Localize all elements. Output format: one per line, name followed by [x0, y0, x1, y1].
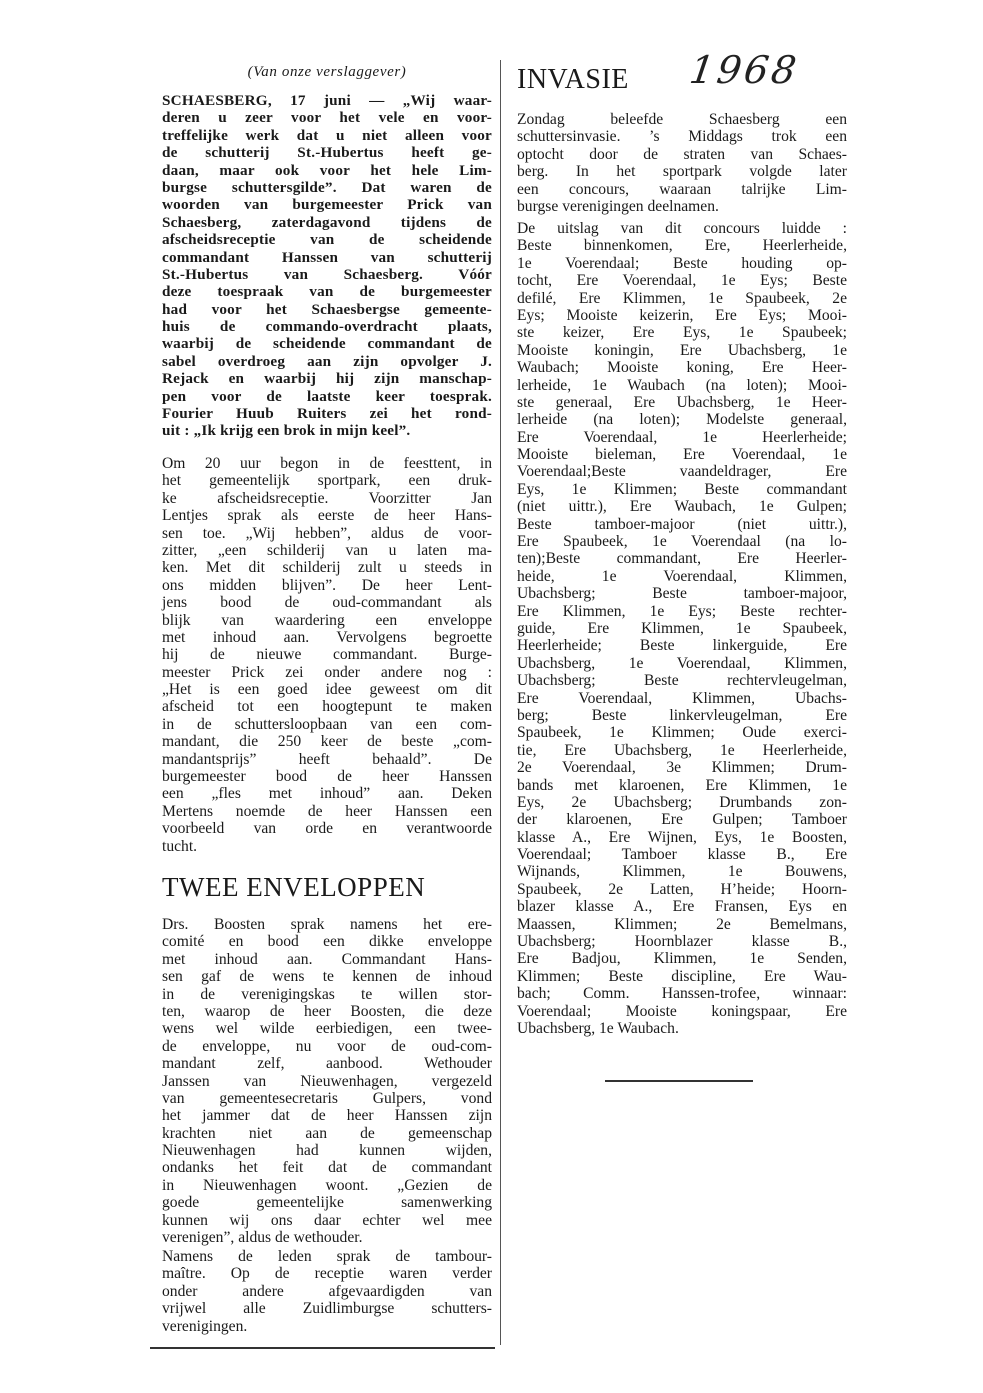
- text-line: van gemeentesecretaris Gulpers, vond: [162, 1089, 492, 1107]
- text-line: Nieuwenhagen had kunnen wijden,: [162, 1142, 492, 1160]
- text-line: ken. Met dit schilderij zult u steeds in: [162, 559, 492, 577]
- text-line: burgemeester bood de heer Hanssen: [162, 768, 492, 786]
- text-line: blijk van waardering een enveloppe: [162, 611, 492, 629]
- text-line: heide, 1e Voerendaal, Klimmen,: [517, 567, 847, 585]
- text-line: onder andere afgevaardigden van: [162, 1282, 492, 1300]
- text-line: blazer klasse A., Ere Fransen, Eys en: [517, 898, 847, 916]
- text-line: berg. In het sportpark volgde later: [517, 163, 847, 181]
- text-line: treffelijke werk dat u niet alleen voor: [162, 126, 492, 144]
- handwritten-year: 1968: [686, 48, 802, 92]
- text-line: huis de commando-overdracht plaats,: [162, 318, 492, 336]
- heading-invasie: INVASIE: [517, 64, 629, 95]
- text-line: in de schuttersloopbaan van een com-: [162, 715, 492, 733]
- text-line: het gemeentelijk sportpark, een druk-: [162, 472, 492, 490]
- text-line: bach; Comm. Hanssen-trofee, winnaar:: [517, 985, 847, 1003]
- text-line: ste generaal, Ere Ubachsberg, 1e Heer-: [517, 393, 847, 411]
- text-line: tucht.: [162, 837, 198, 855]
- paragraph-reception: [162, 455, 492, 855]
- text-line: maître. Op de receptie waren verder: [162, 1265, 492, 1283]
- text-line: Om 20 uur begon in de feesttent, in: [162, 455, 492, 472]
- text-line: Ubachsberg, 1e Waubach.: [517, 1019, 679, 1037]
- text-line: de schutterij St.-Hubertus heeft ge-: [162, 144, 492, 162]
- text-line: pen voor de laatste keer toesprak.: [162, 387, 492, 405]
- text-line: een concours, waaraan talrijke Lim-: [517, 180, 847, 198]
- text-line: sen gaf de wens te kennen de inhoud: [162, 968, 492, 986]
- text-line: verenigingen.: [162, 1317, 248, 1335]
- text-line: met inhoud aan. Commandant Hans-: [162, 950, 492, 968]
- text-line: Spaubeek, 1e Klimmen; Oude exerci-: [517, 724, 847, 742]
- text-line: tie, Ere Ubachsberg, 1e Heerlerheide,: [517, 741, 847, 759]
- text-line: Spaubeek, 2e Latten, H’heide; Hoorn-: [517, 880, 847, 898]
- text-line: vrijwel alle Zuidlimburgse schutters-: [162, 1300, 492, 1318]
- byline: (Van onze verslaggever): [247, 64, 407, 80]
- text-line: mandant, die 250 keer de beste „com-: [162, 733, 492, 751]
- text-line: Zondag beleefde Schaesberg een: [517, 111, 847, 128]
- text-line: Heerlerheide; Beste linkerguide, Ere: [517, 637, 847, 655]
- text-line: jens bood de oud-commandant als: [162, 594, 492, 612]
- text-line: defilé, Ere Klimmen, 1e Spaubeek, 2e: [517, 289, 847, 307]
- text-line: in de verenigingskas te willen stor-: [162, 985, 492, 1003]
- text-line: Rejack en waarbij hij zijn manschap-: [162, 370, 492, 388]
- left-column: [162, 56, 492, 1346]
- column-divider: [500, 60, 501, 1345]
- text-line: ten, waarop de heer Boosten, die deze: [162, 1002, 492, 1020]
- text-line: burgse schuttersgilde”. Dat waren de: [162, 178, 492, 196]
- text-line: Voerendaal; Tamboer klasse B., Ere: [517, 846, 847, 864]
- text-line: (niet uittr.), Ere Waubach, 1e Gulpen;: [517, 498, 847, 516]
- intro-paragraph: [162, 92, 492, 440]
- end-rule-right: [605, 1080, 753, 1082]
- text-line: goede gemeentelijke samenwerking: [162, 1194, 492, 1212]
- text-line: Mertens noemde de heer Hanssen een: [162, 802, 492, 820]
- paragraph-closing: [162, 1248, 492, 1335]
- text-line: waarbij de scheidende commandant de: [162, 335, 492, 353]
- text-line: SCHAESBERG, 17 juni — „Wij waar-: [162, 92, 492, 109]
- text-line: Ere Voerendaal, 1e Heerlerheide;: [517, 428, 847, 446]
- text-line: deze toespraak van de burgemeester: [162, 283, 492, 301]
- text-line: in Nieuwenhagen woont. „Gezien de: [162, 1176, 492, 1194]
- text-line: de enveloppe, nu voor de oud-com-: [162, 1037, 492, 1055]
- text-line: Namens de leden sprak de tambour-: [162, 1248, 492, 1265]
- text-line: optocht door de straten van Schaes-: [517, 145, 847, 163]
- text-line: lerheide (na loten); Modelste generaal,: [517, 411, 847, 429]
- text-line: Maassen, Klimmen; 2e Bemelmans,: [517, 915, 847, 933]
- text-line: sabel overdroeg aan zijn opvolger J.: [162, 352, 492, 370]
- text-line: Ere Voerendaal, Klimmen, Ubachs-: [517, 689, 847, 707]
- text-line: ondanks het feit dat de commandant: [162, 1159, 492, 1177]
- text-line: Voerendaal; Mooiste koningspaar, Ere: [517, 1002, 847, 1020]
- heading-twee-enveloppen: TWEE ENVELOPPEN: [162, 872, 426, 902]
- text-line: De uitslag van dit concours luidde :: [517, 220, 847, 237]
- text-line: afscheid tot een hoogtepunt te maken: [162, 698, 492, 716]
- text-line: ten);Beste commandant, Ere Heerler-: [517, 550, 847, 568]
- text-line: Lentjes sprak als eerste de heer Hans-: [162, 507, 492, 525]
- text-line: der klaroenen, Ere Gulpen; Tamboer: [517, 811, 847, 829]
- text-line: mandantsprijs” heeft behaald”. De: [162, 750, 492, 768]
- text-line: een „fles met inhoud” aan. Deken: [162, 785, 492, 803]
- paragraph-results: [517, 220, 847, 1037]
- text-line: lerheide, 1e Waubach (na loten); Mooi-: [517, 376, 847, 394]
- text-line: schuttersinvasie. ’s Middags trok een: [517, 128, 847, 146]
- text-line: Ubachsberg; Hoornblazer klasse B.,: [517, 933, 847, 951]
- text-line: voorbeeld van orde en verantwoorde: [162, 820, 492, 838]
- text-line: berg; Beste linkervleugelman, Ere: [517, 706, 847, 724]
- text-line: Voerendaal;Beste vaandeldrager, Ere: [517, 463, 847, 481]
- text-line: ke afscheidsreceptie. Voorzitter Jan: [162, 489, 492, 507]
- text-line: Ubachsberg, 1e Voerendaal, Klimmen,: [517, 654, 847, 672]
- text-line: had voor het Schaesbergse gemeente-: [162, 300, 492, 318]
- text-line: Ere Badjou, Klimmen, 1e Senden,: [517, 950, 847, 968]
- text-line: Klimmen; Beste discipline, Ere Wau-: [517, 967, 847, 985]
- text-line: kunnen wij ons daar echter wel mee: [162, 1211, 492, 1229]
- text-line: uit : „Ik krijg een brok in mijn keel”.: [162, 422, 411, 440]
- text-line: Ubachsberg; Beste rechtervleugelman,: [517, 672, 847, 690]
- text-line: met inhoud aan. Vervolgens begroette: [162, 628, 492, 646]
- text-line: daan, maar ook voor het hele Lim-: [162, 161, 492, 179]
- text-line: mandant zelf, aanbood. Wethouder: [162, 1055, 492, 1073]
- text-line: ons midden blijven”. De heer Lent-: [162, 576, 492, 594]
- text-line: 1e Voerendaal; Beste houding op-: [517, 254, 847, 272]
- text-line: commandant Hanssen van schutterij: [162, 248, 492, 266]
- text-line: St.-Hubertus van Schaesberg. Vóór: [162, 265, 492, 283]
- text-line: Ere Spaubeek, 1e Voerendaal (na lo-: [517, 533, 847, 551]
- text-line: burgse verenigingen deelnamen.: [517, 197, 719, 215]
- text-line: sen toe. „Wij hebben”, aldus de voor-: [162, 524, 492, 542]
- text-line: zitter, „een schilderij van u laten ma-: [162, 541, 492, 559]
- text-line: Janssen van Nieuwenhagen, vergezeld: [162, 1072, 492, 1090]
- text-line: Wijnands, Klimmen, 1e Bouwens,: [517, 863, 847, 881]
- text-line: 2e Voerendaal, 3e Klimmen; Drum-: [517, 759, 847, 777]
- text-line: comité en bood een dikke enveloppe: [162, 933, 492, 951]
- text-line: wens wel wilde eerbiedigen, een twee-: [162, 1020, 492, 1038]
- text-line: Waubach; Mooiste koning, Ere Heer-: [517, 359, 847, 377]
- text-line: Eys; Mooiste keizerin, Ere Eys; Mooi-: [517, 306, 847, 324]
- text-line: bands met klaroenen, Ere Klimmen, 1e: [517, 776, 847, 794]
- paragraph-enveloppen: [162, 916, 492, 1246]
- text-line: Mooiste koningin, Ere Ubachsberg, 1e: [517, 341, 847, 359]
- text-line: Eys, 1e Klimmen; Beste commandant: [517, 480, 847, 498]
- text-line: het jammer dat de heer Hanssen zijn: [162, 1107, 492, 1125]
- text-line: Beste tamboer-majoor (niet uittr.),: [517, 515, 847, 533]
- paragraph-invasie: [517, 111, 847, 215]
- text-line: Ubachsberg; Beste tamboer-majoor,: [517, 585, 847, 603]
- text-line: Drs. Boosten sprak namens het ere-: [162, 916, 492, 933]
- text-line: Ere Klimmen, 1e Eys; Beste rechter-: [517, 602, 847, 620]
- text-line: woorden van burgemeester Prick van: [162, 196, 492, 214]
- text-line: tocht, Ere Voerendaal, 1e Eys; Beste: [517, 272, 847, 290]
- text-line: verenigen”, aldus de wethouder.: [162, 1229, 363, 1247]
- text-line: meester Prick zei onder andere nog :: [162, 663, 492, 681]
- text-line: Fourier Huub Ruiters zei het rond-: [162, 405, 492, 423]
- text-line: ste keizer, Ere Eys, 1e Spaubeek;: [517, 324, 847, 342]
- text-line: krachten niet aan de gemeenschap: [162, 1124, 492, 1142]
- text-line: Eys, 2e Ubachsberg; Drumbands zon-: [517, 793, 847, 811]
- text-line: deren u zeer voor het vele en voor-: [162, 109, 492, 127]
- text-line: hij de nieuwe commandant. Burge-: [162, 646, 492, 664]
- text-line: „Het is een goed idee geweest om dit: [162, 681, 492, 699]
- text-line: afscheidsreceptie van de scheidende: [162, 231, 492, 249]
- right-column: [517, 60, 847, 1060]
- end-rule-left: [150, 1347, 495, 1349]
- text-line: Beste binnenkomen, Ere, Heerlerheide,: [517, 237, 847, 255]
- text-line: klasse A., Ere Wijnen, Eys, 1e Boosten,: [517, 828, 847, 846]
- text-line: Mooiste bieleman, Ere Voerendaal, 1e: [517, 446, 847, 464]
- text-line: Schaesberg, zaterdagavond tijdens de: [162, 213, 492, 231]
- text-line: guide, Ere Klimmen, 1e Spaubeek,: [517, 619, 847, 637]
